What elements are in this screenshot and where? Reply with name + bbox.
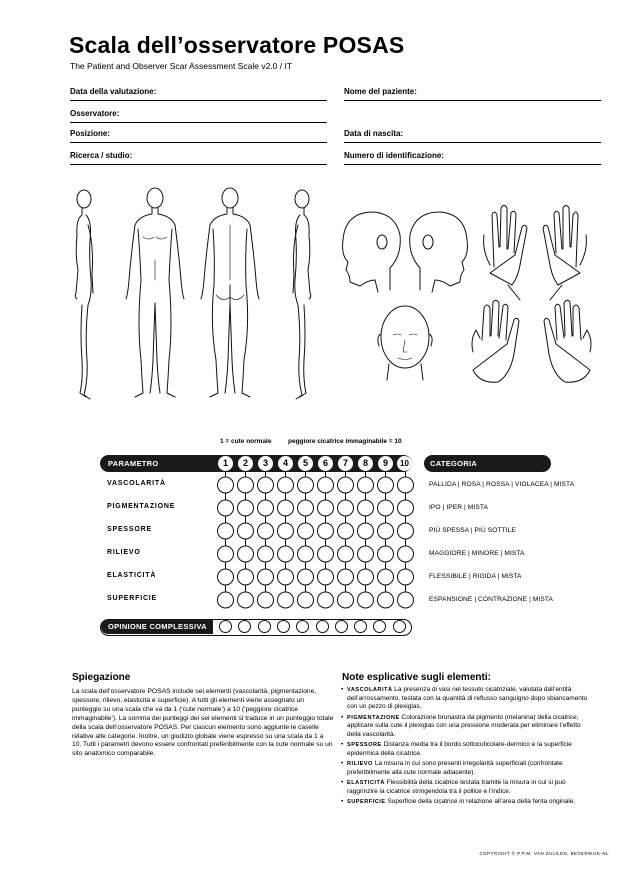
overall-score-circle[interactable] — [238, 620, 251, 633]
score-number: 4 — [278, 456, 293, 471]
score-circle[interactable] — [258, 500, 274, 516]
explanation-body: La scala dell’osservatore POSAS include sei elementi (vascolarità, pigmentazione, spessore, rilievo, elasticità e superficie). A tutti gli elementi viene assegnato un punteggio su una scala che va da 1 (‘cute normale’) a 10 (‘peggiore cicatrice immaginabile’). La somma dei punteggi dei sei elementi si traduce in un punteggio totale della scala dell’osservatore POSAS. Per ciascun elemento sono aggiunte le caselle relative alle categorie. Inoltre, un giudizio globale viene espresso su una scala da 1 a 10. Tutti i parametri devono essere confrontati preferibilmente con la cute normale su un sito anatomico comparabile. — [72, 688, 334, 758]
note-term: SUPERFICIE — [347, 798, 386, 805]
note-item — [341, 714, 593, 740]
score-circle[interactable] — [358, 500, 374, 516]
overall-score-circle[interactable] — [316, 620, 329, 633]
score-circle[interactable] — [218, 500, 234, 516]
score-number: 2 — [238, 456, 253, 471]
field-label: Data della valutazione: — [70, 87, 157, 96]
param-relief: RILIEVO — [107, 549, 141, 556]
field-label: Osservatore: — [70, 109, 120, 118]
field-location[interactable] — [70, 128, 327, 143]
score-circle[interactable] — [398, 523, 414, 539]
score-circle[interactable] — [218, 523, 234, 539]
score-circle[interactable] — [318, 523, 334, 539]
category-options-pigmentation[interactable]: IPO | IPER | MISTA — [429, 504, 488, 511]
score-circle[interactable] — [258, 477, 274, 493]
score-circle[interactable] — [398, 569, 414, 585]
category-options-pliability[interactable]: FLESSIBILE | RIGIDA | MISTA — [429, 573, 522, 580]
overall-opinion-label: OPINIONE COMPLESSIVA — [101, 620, 213, 634]
score-circle[interactable] — [258, 523, 274, 539]
score-number: 7 — [338, 456, 353, 471]
field-label: Data di nascita: — [344, 129, 404, 138]
score-circle[interactable] — [378, 546, 394, 562]
score-circle[interactable] — [318, 500, 334, 516]
field-patient-name[interactable] — [344, 86, 601, 101]
param-pliability: ELASTICITÀ — [107, 572, 157, 579]
score-grid[interactable] — [210, 472, 410, 612]
score-circle[interactable] — [298, 477, 314, 493]
score-circle[interactable] — [298, 546, 314, 562]
overall-score-circle[interactable] — [219, 620, 232, 633]
note-term: VASCOLARITÀ — [347, 687, 393, 693]
category-options-relief[interactable]: MAGGIORE | MINORE | MISTA — [429, 550, 525, 557]
notes-heading: Note esplicative sugli elementi: — [342, 672, 491, 683]
score-circle[interactable] — [278, 546, 294, 562]
note-term: SPESSORE — [347, 742, 382, 749]
category-options-vascularity[interactable]: PALLIDA | ROSA | ROSSA | VIOLACEA | MISTA — [429, 481, 575, 488]
score-circle[interactable] — [358, 477, 374, 493]
score-circle[interactable] — [338, 569, 354, 585]
score-circle[interactable] — [338, 592, 354, 608]
score-circle[interactable] — [318, 569, 334, 585]
hand-back-right-figure — [543, 206, 586, 301]
head-profile-right-figure — [410, 212, 468, 292]
score-circle[interactable] — [278, 569, 294, 585]
score-circle[interactable] — [398, 477, 414, 493]
parameter-header — [100, 455, 412, 472]
note-item — [341, 760, 593, 777]
note-text: Flessibilità della cicatrice testata tramite la misura in cui si può raggrinzire la cicatrice stringendola tra il pollice e l’indice. — [347, 779, 566, 795]
note-text: La presenza di vasi nel tessuto cicatriziale, valutata dall’entità dell’arrossamento, testata con la quantità di reflusso sanguigno dopo sbiancamento con un pezzo di plexiglas. — [347, 686, 588, 711]
body-side-left-figure — [75, 190, 93, 399]
score-circle[interactable] — [398, 500, 414, 516]
score-circle[interactable] — [218, 546, 234, 562]
head-profile-left-figure — [343, 212, 401, 292]
note-item — [341, 741, 593, 758]
overall-score-circle[interactable] — [393, 620, 406, 633]
body-back-figure — [201, 188, 259, 397]
score-circle[interactable] — [218, 569, 234, 585]
field-assessment-date[interactable] — [70, 86, 327, 101]
field-label: Ricerca / studio: — [70, 151, 133, 160]
score-circle[interactable] — [338, 477, 354, 493]
category-options-surface[interactable]: ESPANSIONE | CONTRAZIONE | MISTA — [429, 596, 553, 603]
score-circle[interactable] — [238, 592, 254, 608]
field-label: Posizione: — [70, 129, 111, 138]
score-number: 9 — [378, 456, 393, 471]
score-circle[interactable] — [278, 500, 294, 516]
score-circle[interactable] — [378, 592, 394, 608]
score-circle[interactable] — [358, 592, 374, 608]
score-circle[interactable] — [358, 569, 374, 585]
parameter-header-label: PARAMETRO — [108, 459, 159, 468]
param-surface: SUPERFICIE — [107, 595, 158, 602]
note-term: ELASTICITÀ — [347, 780, 385, 787]
field-research-study[interactable] — [70, 150, 327, 165]
category-options-thickness[interactable]: PIÙ SPESSA | PIÙ SOTTILE — [429, 527, 516, 534]
note-text: Distanza media tra il bordo sottocuticolare-dermico e la superficie epidermica della cicatrice. — [347, 741, 572, 757]
score-number: 3 — [258, 456, 273, 471]
score-circle[interactable] — [298, 500, 314, 516]
note-item — [341, 798, 593, 807]
score-circle[interactable] — [238, 477, 254, 493]
field-date-of-birth[interactable] — [344, 128, 601, 143]
field-label: Nome del paziente: — [344, 87, 417, 96]
overall-score-circle[interactable] — [373, 620, 386, 633]
score-circle[interactable] — [398, 546, 414, 562]
score-number: 1 — [218, 456, 233, 471]
score-circle[interactable] — [258, 546, 274, 562]
explanation-heading: Spiegazione — [72, 672, 131, 683]
notes-list — [341, 686, 593, 808]
param-thickness: SPESSORE — [107, 526, 152, 533]
score-number: 5 — [298, 456, 313, 471]
score-circle[interactable] — [358, 546, 374, 562]
overall-score-circle[interactable] — [277, 620, 290, 633]
score-circle[interactable] — [258, 592, 274, 608]
hand-palm-left-figure — [472, 300, 519, 382]
note-term: RILIEVO — [347, 761, 373, 768]
page-title: Scala dell’osservatore POSAS — [69, 32, 405, 58]
overall-score-circle[interactable] — [296, 620, 309, 633]
head-hands-diagram[interactable] — [340, 200, 600, 400]
score-circle[interactable] — [278, 592, 294, 608]
score-circle[interactable] — [318, 477, 334, 493]
score-circle[interactable] — [258, 569, 274, 585]
note-text: La misura in cui sono presenti irregolarità superficiali (confrontate preferibilmente alla cute normale adiacente). — [347, 760, 563, 776]
overall-score-circle[interactable] — [354, 620, 367, 633]
category-header-label: CATEGORIA — [430, 459, 478, 468]
field-label: Numero di identificazione: — [344, 151, 445, 160]
score-circle[interactable] — [318, 592, 334, 608]
body-front-figure — [126, 188, 184, 397]
scale-legend-high: peggiore cicatrice immaginabile = 10 — [288, 438, 402, 445]
score-circle[interactable] — [298, 592, 314, 608]
score-circle[interactable] — [378, 569, 394, 585]
score-circle[interactable] — [378, 500, 394, 516]
score-circle[interactable] — [398, 592, 414, 608]
body-diagram[interactable] — [70, 185, 340, 415]
score-circle[interactable] — [218, 592, 234, 608]
copyright-notice: COPYRIGHT © P.P.M. VAN ZUIJLEN, BEVERWIJK-NL — [479, 851, 609, 856]
score-circle[interactable] — [358, 523, 374, 539]
overall-opinion-row — [100, 619, 412, 636]
note-item — [341, 779, 593, 796]
page-subtitle: The Patient and Observer Scar Assessment Scale v2.0 / IT — [70, 61, 293, 71]
score-circle[interactable] — [318, 546, 334, 562]
score-circle[interactable] — [378, 523, 394, 539]
body-side-right-figure — [293, 190, 311, 399]
score-circle[interactable] — [238, 523, 254, 539]
category-header — [424, 455, 551, 472]
note-item — [341, 686, 593, 712]
score-circle[interactable] — [378, 477, 394, 493]
overall-score-circle[interactable] — [258, 620, 271, 633]
score-circle[interactable] — [238, 546, 254, 562]
note-text: Colorazione brunastra da pigmento (melanina) della cicatrice; applicare sulla cute il plexiglas con una pressione moderata per eliminare l’effetto della vascolarità. — [347, 713, 581, 739]
score-number: 8 — [358, 456, 373, 471]
score-circle[interactable] — [338, 523, 354, 539]
score-circle[interactable] — [238, 500, 254, 516]
param-pigmentation: PIGMENTAZIONE — [107, 503, 176, 510]
overall-score-circle[interactable] — [335, 620, 348, 633]
score-circle[interactable] — [338, 500, 354, 516]
field-observer[interactable] — [70, 108, 327, 123]
scale-legend-low: 1 = cute normale — [220, 438, 272, 445]
score-number: 10 — [397, 456, 412, 471]
score-circle[interactable] — [298, 523, 314, 539]
score-circle[interactable] — [278, 523, 294, 539]
param-vascularity: VASCOLARITÀ — [107, 480, 166, 487]
score-circle[interactable] — [218, 477, 234, 493]
score-circle[interactable] — [278, 477, 294, 493]
note-text: Superficie della cicatrice in relazione all’area della ferita originale. — [387, 797, 576, 805]
field-identification-number[interactable] — [344, 150, 601, 165]
score-circle[interactable] — [238, 569, 254, 585]
score-circle[interactable] — [338, 546, 354, 562]
hand-palm-right-figure — [544, 300, 591, 382]
score-number: 6 — [318, 456, 333, 471]
hand-back-left-figure — [484, 206, 527, 301]
note-term: PIGMENTAZIONE — [347, 714, 400, 721]
head-front-figure — [378, 306, 432, 380]
score-circle[interactable] — [298, 569, 314, 585]
